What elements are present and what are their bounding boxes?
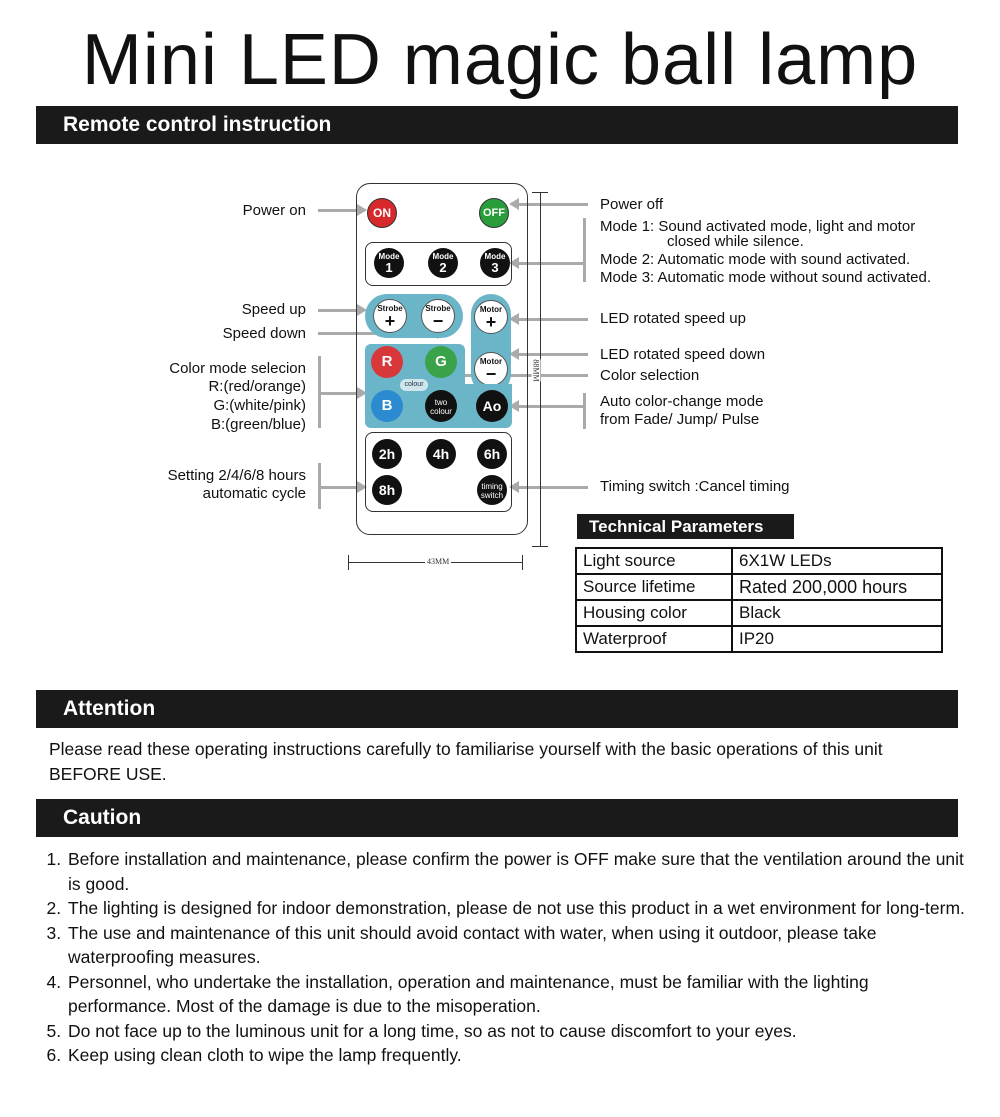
motor-group: [471, 294, 511, 394]
timer-4h-button[interactable]: 4h: [426, 439, 456, 469]
arrow-color-mode: [318, 392, 358, 395]
table-row: [576, 548, 942, 574]
attention-text: Please read these operating instructions carefully to familiarise yourself with the basic operations of this unit BEFORE USE.: [49, 739, 883, 784]
table-row: [576, 626, 942, 652]
label-power-on: Power on: [242, 202, 306, 219]
timer-group: [365, 432, 512, 512]
tech-params-title: Technical Parameters: [577, 514, 794, 539]
tech-params-table: [575, 547, 943, 653]
page-title: Mini LED magic ball lamp: [81, 20, 919, 100]
label-speed-down: Speed down: [222, 325, 306, 342]
blue-button[interactable]: B: [371, 390, 403, 422]
timer-2h-button[interactable]: 2h: [372, 439, 402, 469]
label-color-g: G:(white/pink): [213, 397, 306, 414]
remote-control: [356, 183, 528, 535]
mode-group: [365, 242, 512, 286]
width-dimension-tick-right: [522, 555, 523, 570]
param-value: Black: [732, 600, 942, 626]
label-power-off: Power off: [600, 196, 664, 213]
mode-3-button[interactable]: Mode 3: [480, 248, 510, 278]
strobe-group: [365, 294, 463, 338]
label-timing: Timing switch :Cancel timing: [600, 478, 790, 495]
section-header-caution: Caution: [36, 799, 958, 837]
mode-2-button[interactable]: Mode 2: [428, 248, 458, 278]
timer-8h-button[interactable]: 8h: [372, 475, 402, 505]
label-color-b: B:(green/blue): [210, 416, 306, 433]
param-name: Waterproof: [576, 626, 732, 652]
table-row: [576, 574, 942, 600]
param-name: Source lifetime: [576, 574, 732, 600]
off-button[interactable]: OFF: [479, 198, 509, 228]
param-value: IP20: [732, 626, 942, 652]
label-color-mode: Color mode selecion: [169, 360, 306, 377]
green-button[interactable]: G: [425, 346, 457, 378]
label-setting-1: Setting 2/4/6/8 hours: [167, 467, 306, 484]
table-row: [576, 600, 942, 626]
timer-6h-button[interactable]: 6h: [477, 439, 507, 469]
label-setting-2: automatic cycle: [202, 485, 306, 502]
label-speed-up: Speed up: [241, 301, 306, 318]
motor-minus-button[interactable]: Motor −: [474, 352, 508, 386]
arrow-speed-up: [318, 309, 358, 312]
bracket-auto: [583, 393, 586, 429]
colour-label: colour: [400, 379, 428, 391]
width-dimension-tick-left: [348, 555, 349, 570]
caution-item: 3. The use and maintenance of this unit should avoid contact with water, when using it outdoor, please take waterproofing measures.: [66, 921, 971, 970]
mode-1-button[interactable]: Mode 1: [374, 248, 404, 278]
height-dimension-label: 88MM: [531, 359, 541, 382]
label-color-r: R:(red/orange): [208, 378, 306, 395]
label-led-down: LED rotated speed down: [600, 346, 766, 363]
ao-button[interactable]: Ao: [476, 390, 508, 422]
height-dimension-tick-bottom: [532, 546, 548, 547]
caution-item: 5. Do not face up to the luminous unit for a long time, so as not to cause discomfort to your eyes.: [66, 1019, 971, 1044]
label-auto-1: Auto color-change mode: [600, 393, 764, 410]
caution-item: 2. The lighting is designed for indoor demonstration, please de not use this product in a wet environment for long-term.: [66, 896, 971, 921]
red-button[interactable]: R: [371, 346, 403, 378]
arrow-setting: [318, 486, 358, 489]
label-auto-2: from Fade/ Jump/ Pulse: [600, 411, 760, 428]
label-mode1-a: Mode 1: Sound activated mode, light and motor: [600, 218, 916, 235]
bracket-mode: [583, 218, 586, 282]
caution-item: 4. Personnel, who undertake the installation, operation and maintenance, must be familiar with the lighting performance. Most of the damage is due to the misoperation.: [66, 970, 971, 1019]
two-colour-button[interactable]: two colour: [425, 390, 457, 422]
label-mode1-b: closed while silence.: [667, 233, 804, 250]
on-button[interactable]: ON: [367, 198, 397, 228]
motor-plus-button[interactable]: Motor +: [474, 300, 508, 334]
arrow-power-off: [518, 203, 588, 206]
param-name: Housing color: [576, 600, 732, 626]
label-led-up: LED rotated speed up: [600, 310, 746, 327]
param-value: 6X1W LEDs: [732, 548, 942, 574]
label-mode3: Mode 3: Automatic mode without sound activated.: [600, 269, 932, 286]
param-value: Rated 200,000 hours: [732, 574, 942, 600]
strobe-minus-button[interactable]: Strobe −: [421, 299, 455, 333]
section-header-remote: Remote control instruction: [36, 106, 958, 144]
width-dimension-label: 43MM: [427, 557, 450, 566]
caution-list: [48, 847, 971, 1068]
timing-switch-button[interactable]: timing switch: [477, 475, 507, 505]
strobe-plus-button[interactable]: Strobe +: [373, 299, 407, 333]
arrow-power-on: [318, 209, 358, 212]
arrow-led-down: [518, 353, 588, 356]
caution-item: 1. Before installation and maintenance, please confirm the power is OFF make sure that the ventilation around the unit is good.: [66, 847, 971, 896]
section-header-attention: Attention: [36, 690, 958, 728]
height-dimension-tick-top: [532, 192, 548, 193]
arrow-timing: [518, 486, 588, 489]
label-mode2: Mode 2: Automatic mode with sound activated.: [600, 251, 911, 268]
param-name: Light source: [576, 548, 732, 574]
caution-item: 6. Keep using clean cloth to wipe the lamp frequently.: [66, 1043, 971, 1068]
arrow-led-up: [518, 318, 588, 321]
label-color-selection: Color selection: [600, 367, 700, 384]
